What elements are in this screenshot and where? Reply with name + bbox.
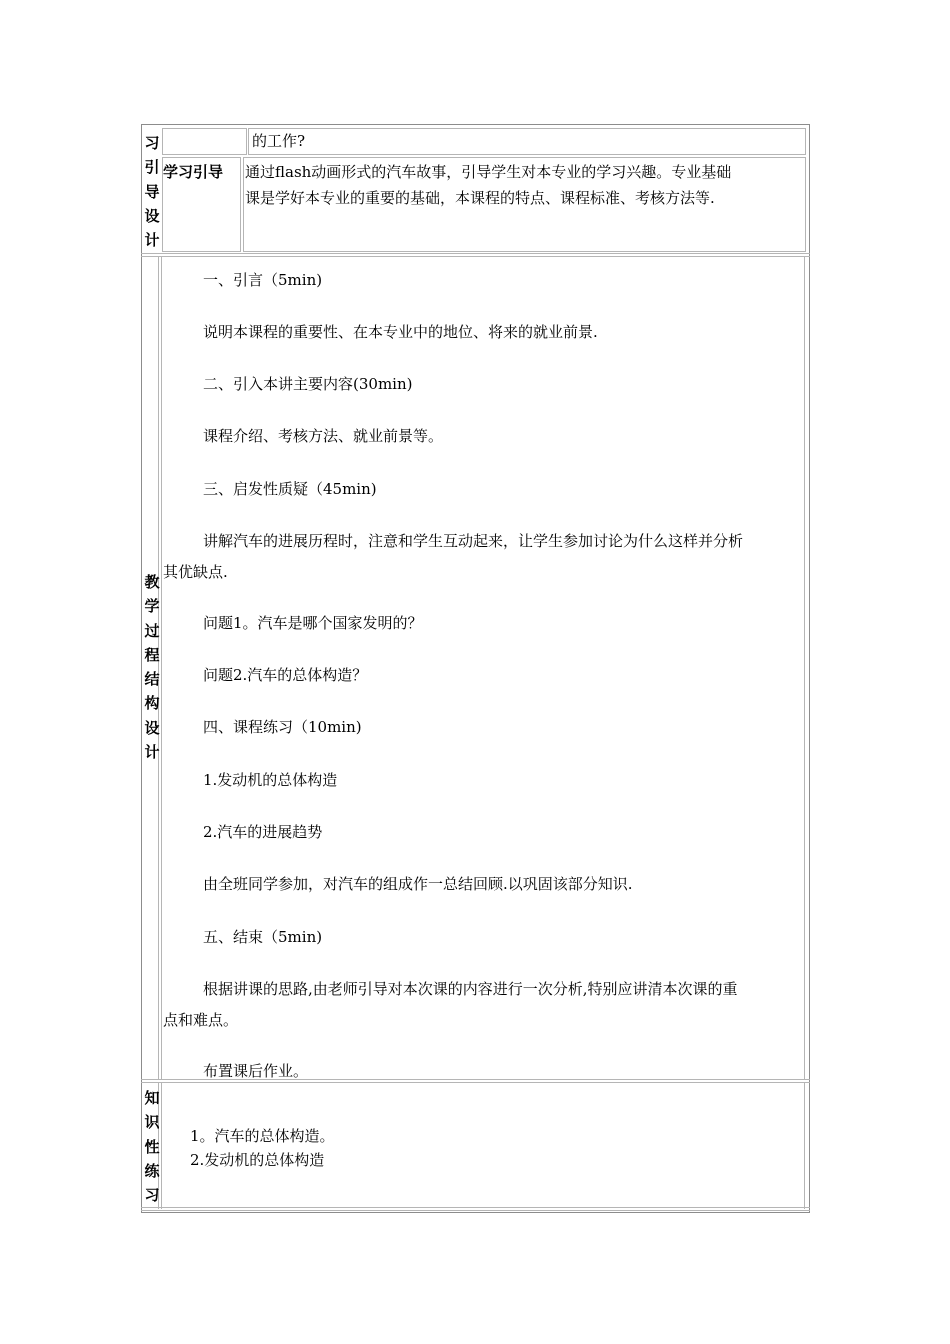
para-end-line2: 点和难点。 <box>163 1011 239 1029</box>
para-question-line1: 讲解汽车的进展历程时，注意和学生互动起来，让学生参加讨论为什么这样并分析 <box>203 532 744 550</box>
para-main-heading: 二、引入本讲主要内容(30min) <box>203 375 413 393</box>
section-divider-2 <box>141 1079 810 1083</box>
para-question-2: 问题2.汽车的总体构造？ <box>203 666 368 684</box>
row1-empty-cell <box>162 128 247 155</box>
section3-label: 知 识 性 练 习 <box>144 1089 160 1205</box>
para-practice-summary: 由全班同学参加，对汽车的组成作一总结回顾.以巩固该部分知识. <box>203 875 633 893</box>
row1-content-cell <box>248 128 806 155</box>
para-end-line1: 根据讲课的思路,由老师引导对本次课的内容进行一次分析,特别应讲清本次课的重 <box>203 980 738 998</box>
row2-line1: 通过flash动画形式的汽车故事，引导学生对本专业的学习兴趣。专业基础 <box>245 163 732 181</box>
para-intro-body: 说明本课程的重要性、在本专业中的地位、将来的就业前景. <box>203 323 598 341</box>
section-divider-1 <box>141 253 810 257</box>
para-question-heading: 三、启发性质疑（45min) <box>203 480 377 498</box>
section2-label-border-inner <box>161 257 162 1079</box>
para-main-body: 课程介绍、考核方法、就业前景等。 <box>203 427 444 445</box>
para-intro-heading: 一、引言（5min) <box>203 271 323 289</box>
section3-right-border <box>804 1083 805 1209</box>
row2-line2: 课是学好本专业的重要的基础，本课程的特点、课程标准、考核方法等. <box>245 189 715 207</box>
para-practice-1: 1.发动机的总体构造 <box>203 771 338 789</box>
para-question-1: 问题1。汽车是哪个国家发明的？ <box>203 614 423 632</box>
para-question-line2: 其优缺点. <box>163 563 228 581</box>
exercise-item-2: 2.发动机的总体构造 <box>190 1151 325 1169</box>
section1-label: 习 引 导 设 计 <box>144 134 160 250</box>
para-practice-2: 2.汽车的进展趋势 <box>203 823 323 841</box>
para-practice-heading: 四、课程练习（10min) <box>203 718 362 736</box>
exercise-item-1: 1。汽车的总体构造。 <box>190 1127 335 1145</box>
section3-label-border-inner <box>161 1083 162 1209</box>
table-bottom-border <box>141 1207 810 1211</box>
section2-right-border <box>804 257 805 1079</box>
row2-header: 学习引导 <box>163 163 224 181</box>
section2-label: 教 学 过 程 结 构 设 计 <box>144 573 160 762</box>
para-end-heading: 五、结束（5min) <box>203 928 323 946</box>
row1-text: 的工作? <box>252 132 306 150</box>
para-homework: 布置课后作业。 <box>203 1062 309 1080</box>
